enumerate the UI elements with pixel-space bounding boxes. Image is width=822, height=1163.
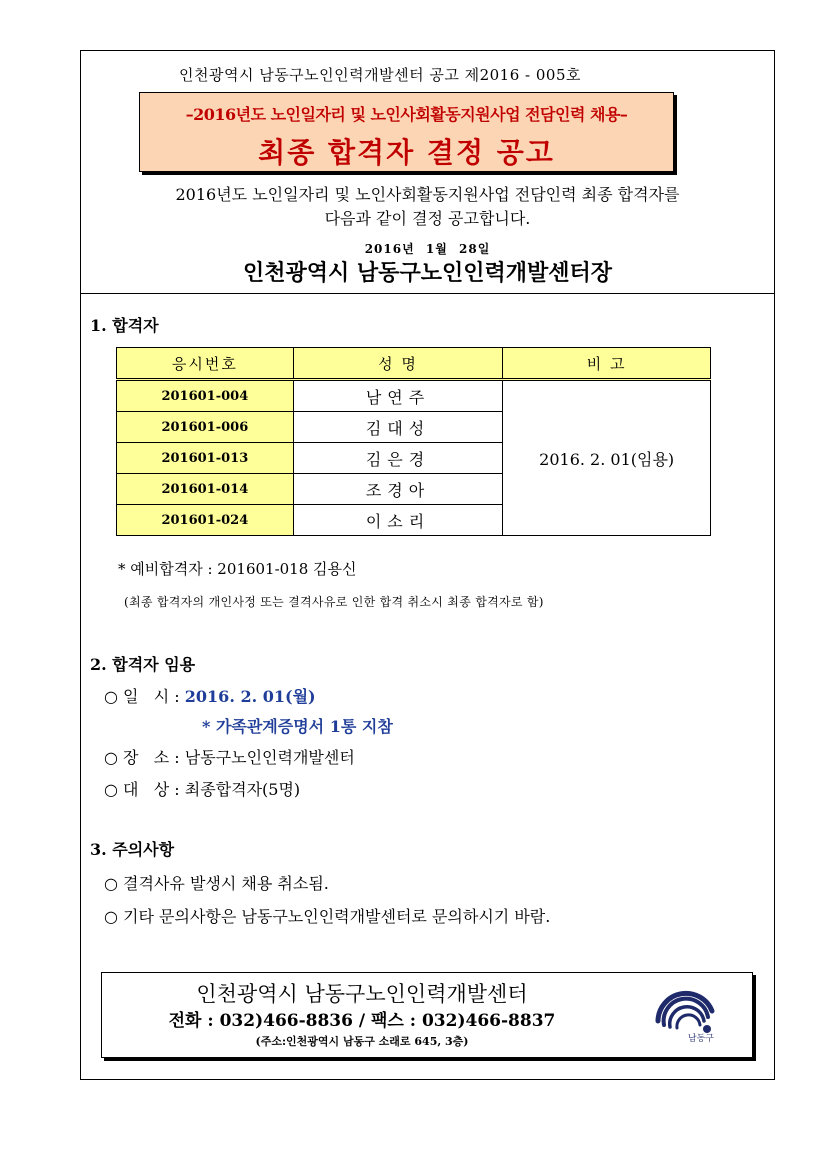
table-header-row — [117, 348, 711, 380]
section-2-heading: 2. 합격자 임용 — [90, 655, 196, 674]
appointment-document-note: * 가족관계증명서 1통 지참 — [202, 717, 393, 736]
applicant-number: 201601-006 — [117, 412, 294, 443]
header-divider — [80, 293, 775, 294]
logo-label: 남동구 — [687, 1034, 714, 1044]
caution-item-1: ○ 결격사유 발생시 채용 취소됨. — [104, 874, 329, 893]
appointment-date-line — [104, 684, 316, 707]
intro-line-1: 2016년도 노인일자리 및 노인사회활동지원사업 전담인력 최종 합격자를 — [175, 185, 680, 204]
applicant-name: 김은경 — [293, 443, 503, 474]
applicant-number: 201601-004 — [117, 380, 294, 412]
issuer-name: 인천광역시 남동구노인인력개발센터장 — [243, 260, 612, 286]
appointment-date-value: 2016. 2. 01(월) — [184, 687, 316, 706]
contact-box — [101, 972, 753, 1058]
successful-candidates-table — [116, 347, 711, 536]
applicant-name: 이소리 — [293, 505, 503, 536]
title-box — [139, 92, 674, 172]
header-applicant-number: 응시번호 — [117, 348, 294, 380]
intro-text — [80, 183, 775, 231]
table-row — [117, 380, 711, 412]
center-name: 인천광역시 남동구노인인력개발센터 — [196, 982, 528, 1006]
section-3-heading: 3. 주의사항 — [90, 840, 175, 859]
appointment-target: ○ 대 상 : 최종합격자(5명) — [104, 780, 301, 799]
notice-number: 인천광역시 남동구노인인력개발센터 공고 제2016 - 005호 — [178, 66, 581, 84]
applicant-name: 조경아 — [293, 474, 503, 505]
appointment-place: ○ 장 소 : 남동구노인인력개발센터 — [104, 748, 355, 767]
title-subtitle: –2016년도 노인일자리 및 노인사회활동지원사업 전담인력 채용– — [185, 105, 628, 124]
center-phone-fax: 전화 : 032)466-8836 / 팩스 : 032)466-8837 — [168, 1011, 556, 1031]
reserve-candidate: * 예비합격자 : 201601-018 김용신 — [118, 560, 357, 578]
applicant-number: 201601-024 — [117, 505, 294, 536]
appointment-date-label: ○ 일 시 : — [104, 687, 185, 706]
header-name: 성 명 — [293, 348, 503, 380]
center-address: (주소:인천광역시 남동구 소래로 645, 3층) — [255, 1035, 469, 1048]
applicant-number: 201601-014 — [117, 474, 294, 505]
section-1-heading: 1. 합격자 — [90, 316, 159, 335]
applicant-name: 김대성 — [293, 412, 503, 443]
applicant-number: 201601-013 — [117, 443, 294, 474]
title-main: 최종 합격자 결정 공고 — [258, 136, 555, 169]
applicant-name: 남연주 — [293, 380, 503, 412]
header-remarks: 비 고 — [503, 348, 711, 380]
caution-item-2: ○ 기타 문의사항은 남동구노인인력개발센터로 문의하시기 바람. — [104, 907, 551, 926]
remarks-appointment: 2016. 2. 01(임용) — [503, 380, 711, 536]
reserve-note: (최종 합격자의 개인사정 또는 결격사유로 인한 합격 취소시 최종 합격자로 함) — [124, 595, 544, 609]
intro-line-2: 다음과 같이 결정 공고합니다. — [324, 209, 531, 228]
notice-date: 2016년 1월 28일 — [364, 242, 491, 256]
